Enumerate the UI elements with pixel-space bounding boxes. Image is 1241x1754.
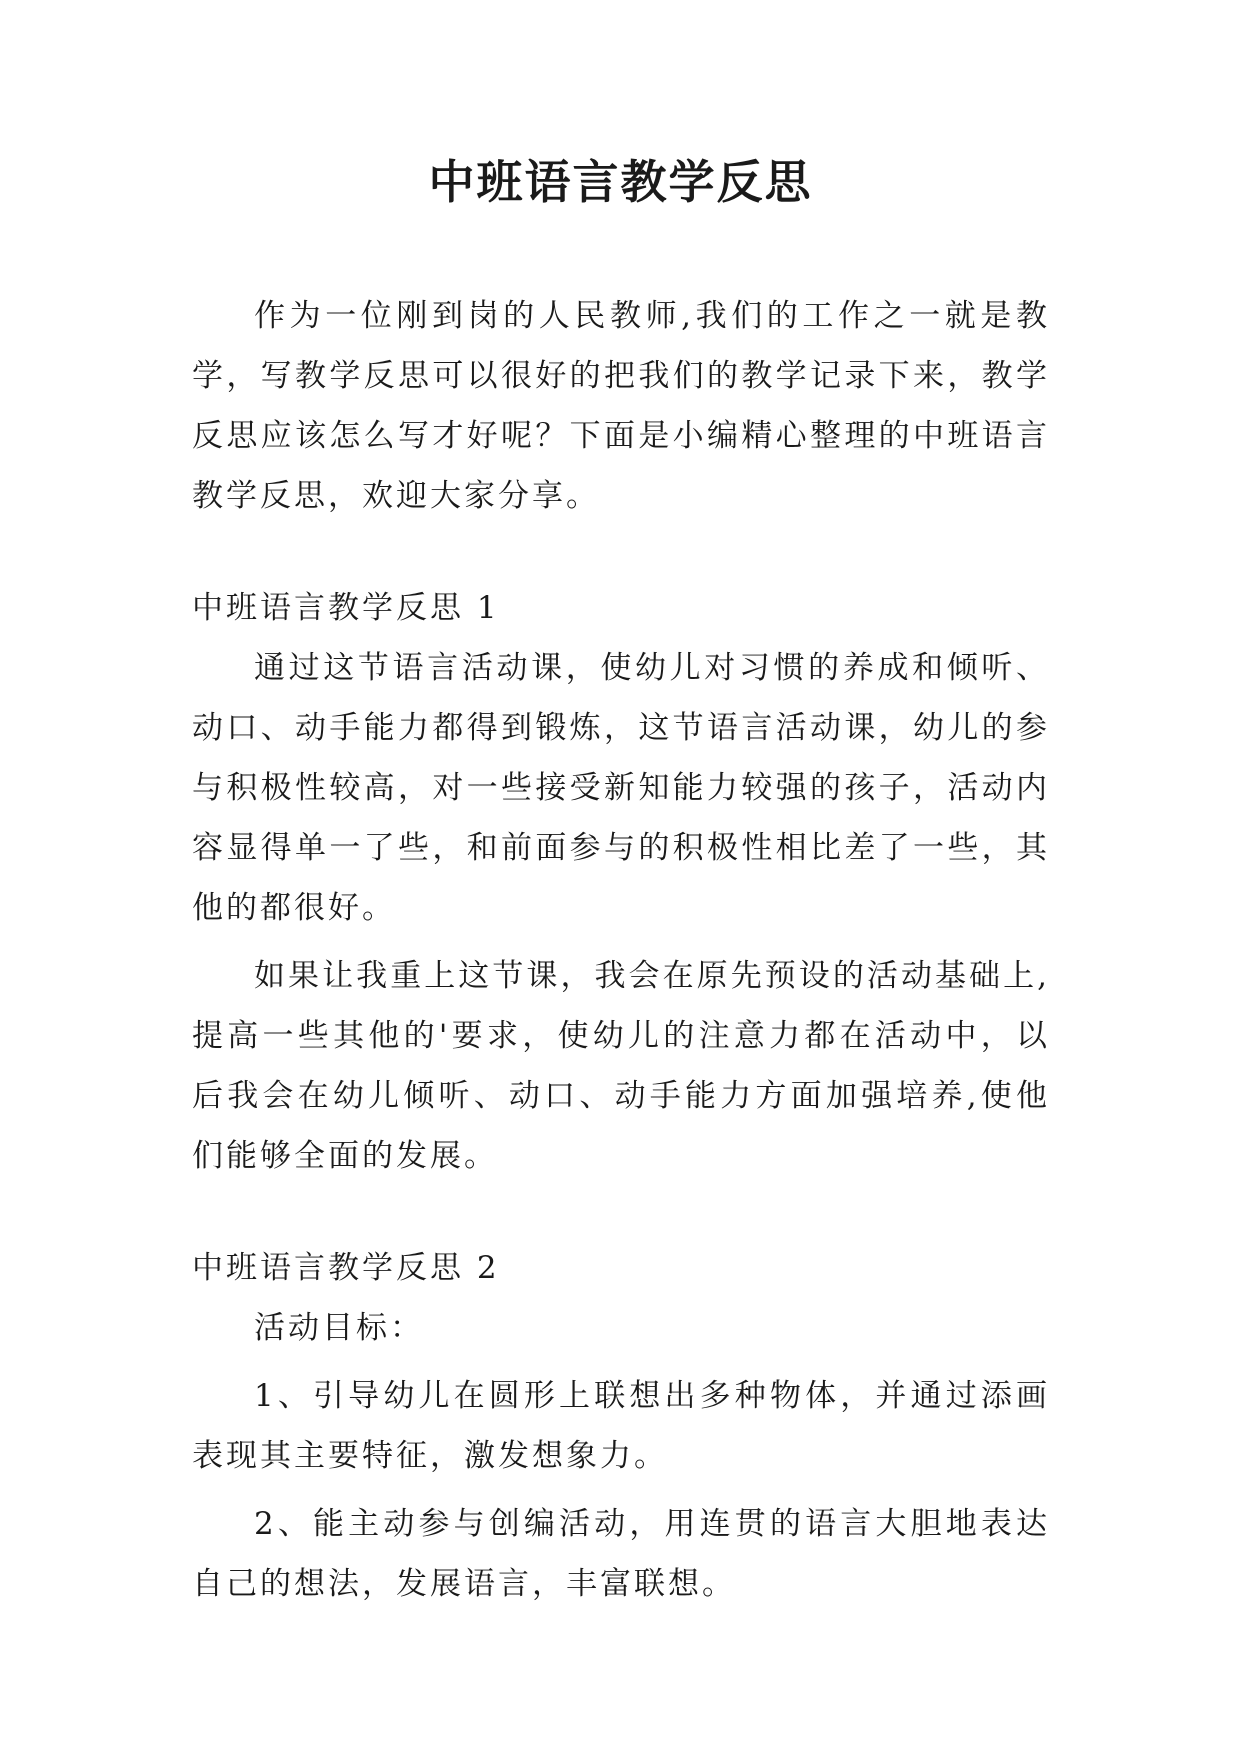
section-heading: 中班语言教学反思 1 (192, 590, 500, 626)
section-paragraph: 1、引导幼儿在圆形上联想出多种物体，并通过添画表现其主要特征，激发想象力。 (192, 1378, 1050, 1474)
document-title: 中班语言教学反思 (428, 155, 813, 209)
document-body (192, 286, 1050, 1614)
section-paragraph: 活动目标： (254, 1310, 424, 1346)
intro-paragraph: 作为一位刚到岗的人民教师,我们的工作之一就是教学，写教学反思可以很好的把我们的教学记录下来，教学反思应该怎么写才好呢？下面是小编精心整理的中班语言教学反思，欢迎大家分享。 (192, 298, 1050, 514)
section-paragraph: 通过这节语言活动课，使幼儿对习惯的养成和倾听、动口、动手能力都得到锻炼，这节语言活动课，幼儿的参与积极性较高，对一些接受新知能力较强的孩子，活动内容显得单一了些，和前面参与的积极性相比差了一些，其他的都很好。 (192, 650, 1050, 926)
section-2 (192, 1238, 1050, 1614)
section-paragraph: 2、能主动参与创编活动，用连贯的语言大胆地表达自己的想法，发展语言，丰富联想。 (192, 1506, 1050, 1602)
section-paragraph: 如果让我重上这节课，我会在原先预设的活动基础上,提高一些其他的'要求，使幼儿的注意力都在活动中，以后我会在幼儿倾听、动口、动手能力方面加强培养,使他们能够全面的发展。 (192, 958, 1050, 1174)
section-heading: 中班语言教学反思 2 (192, 1250, 500, 1286)
section-1 (192, 578, 1050, 1186)
